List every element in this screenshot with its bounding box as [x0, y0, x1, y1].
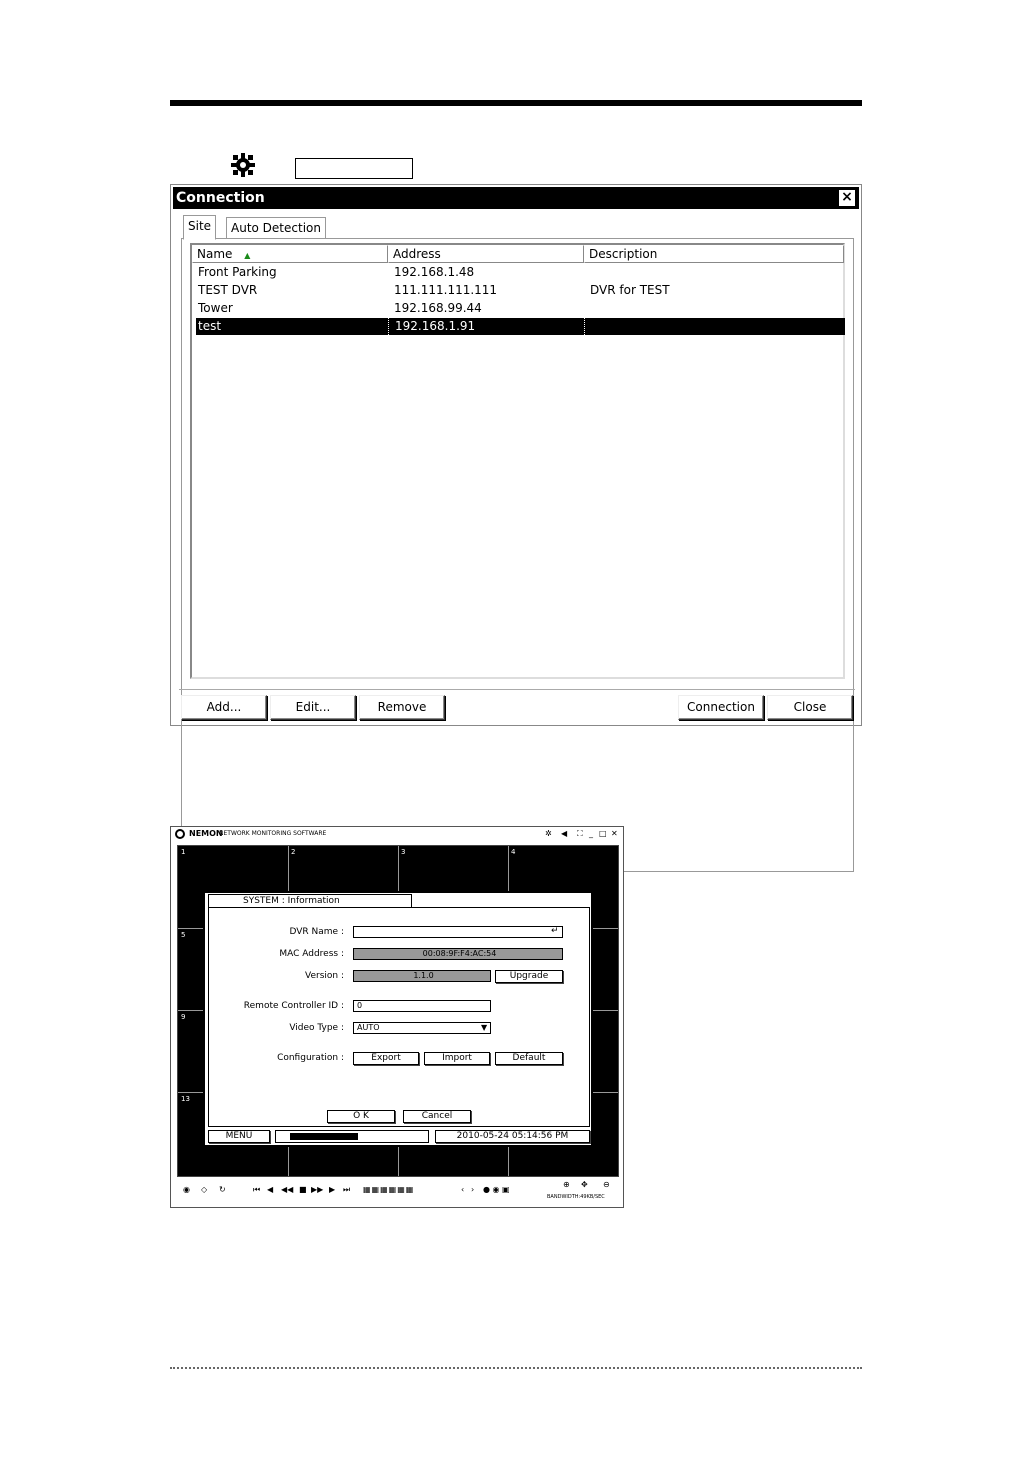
remote-controller-id-label: Remote Controller ID : — [243, 1001, 344, 1011]
hdd-status — [275, 1130, 429, 1143]
footer-rule — [170, 1367, 862, 1369]
camera-number: 1 — [181, 848, 186, 856]
rotate-icon[interactable]: ↻ — [219, 1185, 226, 1194]
dvr-name-label: DVR Name : — [289, 927, 344, 937]
camera-view-icon[interactable]: ◉ — [183, 1185, 190, 1194]
fullscreen-icon[interactable]: ⛶ — [577, 829, 583, 838]
maximize-icon[interactable]: □ — [599, 829, 607, 838]
ptz-icon[interactable]: ✥ — [581, 1180, 588, 1189]
play-icon[interactable]: ▶▶ — [311, 1185, 324, 1194]
cell-description — [584, 318, 845, 335]
cancel-button[interactable]: Cancel — [403, 1110, 471, 1123]
window-title-text: Connection — [176, 190, 265, 206]
cell-name: Tower — [198, 301, 233, 315]
camera-number: 3 — [401, 848, 406, 856]
default-button[interactable]: Default — [495, 1052, 563, 1065]
mac-address-field: 00:08:9F:F4:AC:54 — [353, 948, 563, 960]
tab-auto-detection[interactable]: Auto Detection — [226, 217, 326, 239]
zoom-in-icon[interactable]: ⊕ — [563, 1180, 570, 1189]
camera-number: 9 — [181, 1013, 186, 1021]
playback-toolbar — [177, 1182, 619, 1204]
column-header-name[interactable] — [192, 245, 388, 263]
cell-address: 111.111.111.111 — [394, 283, 498, 297]
video-type-select[interactable]: AUTO — [353, 1022, 491, 1034]
system-information-dialog — [203, 891, 593, 1147]
cell-address: 192.168.1.48 — [394, 265, 475, 279]
export-button[interactable]: Export — [353, 1052, 419, 1065]
ok-button[interactable]: O K — [327, 1110, 395, 1123]
step-back-icon[interactable]: ◀ — [267, 1185, 274, 1194]
dialog-body — [208, 907, 590, 1127]
video-type-label: Video Type : — [289, 1023, 344, 1033]
setup-icon[interactable]: ✲ — [545, 829, 552, 838]
site-list[interactable] — [190, 243, 845, 679]
step-forward-icon[interactable]: ▶ — [329, 1185, 336, 1194]
configuration-label: Configuration : — [277, 1053, 344, 1063]
window-title — [173, 187, 859, 209]
version-label: Version : — [305, 971, 344, 981]
enter-icon[interactable]: ↵ — [551, 926, 559, 936]
hdd-usage-bar — [290, 1133, 358, 1140]
close-icon[interactable]: ✕ — [611, 829, 618, 838]
bandwidth-readout: BANDWIDTH:49KB/SEC — [547, 1194, 605, 1200]
upgrade-button[interactable]: Upgrade — [495, 970, 563, 983]
nemon-screen — [170, 826, 624, 1208]
cell-name: TEST DVR — [198, 283, 258, 297]
table-row[interactable] — [196, 300, 845, 317]
blank-label-box — [295, 158, 413, 179]
remove-button[interactable]: Remove — [359, 695, 445, 720]
table-row-selected[interactable] — [196, 318, 845, 335]
close-button[interactable]: Close — [767, 695, 853, 720]
layout-icons[interactable]: ▦▦▦▦▦▦ — [363, 1185, 415, 1194]
nemon-logo-icon — [175, 829, 185, 839]
eraser-icon[interactable]: ◇ — [201, 1185, 208, 1194]
column-header-address[interactable]: Address — [388, 245, 584, 263]
tab-site[interactable]: Site — [183, 215, 216, 240]
connection-window — [170, 184, 862, 726]
nemon-brand: NEMON — [189, 829, 223, 838]
camera-number: 5 — [181, 931, 186, 939]
camera-number: 13 — [181, 1095, 190, 1103]
import-button[interactable]: Import — [424, 1052, 490, 1065]
column-header-name-label: Name — [197, 247, 233, 261]
sort-ascending-icon: ▲ — [244, 251, 251, 260]
speaker-icon[interactable]: ◀ — [561, 829, 568, 838]
gear-icon — [230, 152, 256, 178]
cell-address: 192.168.1.91 — [388, 318, 584, 335]
zoom-out-icon[interactable]: ⊖ — [603, 1180, 610, 1189]
reverse-play-icon[interactable]: ◀◀ — [281, 1185, 294, 1194]
table-row[interactable] — [196, 264, 845, 281]
minimize-icon[interactable]: _ — [589, 829, 593, 838]
version-field: 1.1.0 — [353, 970, 491, 982]
header-rule — [170, 100, 862, 106]
cell-description: DVR for TEST — [590, 283, 670, 297]
prev-page-icon[interactable]: ‹ — [461, 1185, 465, 1194]
add-button[interactable]: Add... — [181, 695, 267, 720]
cell-name: test — [198, 319, 222, 333]
close-icon[interactable]: × — [838, 189, 856, 207]
next-page-icon[interactable]: › — [471, 1185, 475, 1194]
camera-number: 4 — [511, 848, 516, 856]
datetime-display: 2010-05-24 05:14:56 PM — [435, 1130, 590, 1143]
connection-button[interactable]: Connection — [678, 695, 764, 720]
nemon-subtitle: NETWORK MONITORING SOFTWARE — [219, 830, 327, 837]
cell-name: Front Parking — [198, 265, 277, 279]
cell-address: 192.168.99.44 — [394, 301, 482, 315]
table-row[interactable] — [196, 282, 845, 299]
dialog-tab[interactable]: SYSTEM : Information — [208, 894, 412, 908]
rewind-start-icon[interactable]: ⏮ — [253, 1185, 261, 1194]
dvr-name-input[interactable] — [353, 926, 563, 938]
remote-controller-id-stepper[interactable]: 0 — [353, 1000, 491, 1012]
stop-icon[interactable]: ■ — [299, 1185, 307, 1194]
forward-end-icon[interactable]: ⏭ — [343, 1185, 351, 1194]
nemon-titlebar — [171, 827, 623, 841]
chevron-down-icon[interactable]: ▼ — [481, 1023, 488, 1032]
mac-address-label: MAC Address : — [279, 949, 344, 959]
camera-number: 2 — [291, 848, 296, 856]
record-icons[interactable]: ● ◉ ▣ — [483, 1185, 510, 1194]
column-header-description[interactable]: Description — [584, 245, 844, 263]
menu-button[interactable]: MENU — [208, 1130, 270, 1143]
edit-button[interactable]: Edit... — [270, 695, 356, 720]
